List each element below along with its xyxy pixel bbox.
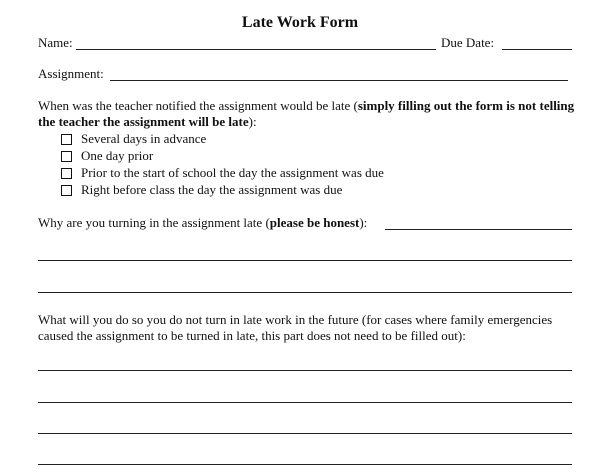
checkbox-option[interactable] (61, 165, 384, 181)
checkbox-option-label: One day prior (81, 148, 154, 163)
question-reason-emphasis: please be honest (269, 215, 360, 230)
question-prevention: What will you do so you do not turn in late work in the future (for cases where family emergencies caused the assignment to be turned in late, this part does not need to be filled out): (38, 312, 553, 343)
checkbox-option-label: Several days in advance (81, 131, 207, 146)
question-notification (38, 98, 578, 130)
checkbox-option[interactable] (61, 182, 342, 198)
assignment-field-line[interactable] (110, 80, 568, 81)
checkbox-square-icon[interactable] (61, 185, 72, 196)
checkbox-option-label: Right before class the day the assignment was due (81, 182, 343, 197)
form-title: Late Work Form (241, 14, 359, 31)
prevention-answer-line[interactable] (38, 370, 572, 371)
checkbox-square-icon[interactable] (61, 168, 72, 179)
name-label: Name: (38, 35, 73, 50)
reason-answer-line[interactable] (385, 229, 572, 230)
question-reason (38, 215, 367, 231)
prevention-answer-line[interactable] (38, 402, 572, 403)
question-notification-emphasis: simply filling out the form is not telling the teacher the assignment will be late (38, 98, 575, 129)
name-field-line[interactable] (76, 49, 436, 50)
reason-answer-line[interactable] (38, 292, 572, 293)
assignment-label: Assignment: (38, 66, 104, 81)
checkbox-option[interactable] (61, 131, 206, 147)
checkbox-option[interactable] (61, 148, 153, 164)
prevention-answer-line[interactable] (38, 433, 572, 434)
checkbox-square-icon[interactable] (61, 134, 72, 145)
question-reason-prefix: Why are you turning in the assignment late ( (38, 215, 270, 230)
checkbox-option-label: Prior to the start of school the day the assignment was due (81, 165, 384, 180)
prevention-answer-line[interactable] (38, 464, 572, 465)
question-reason-suffix: ): (359, 215, 368, 230)
question-notification-prefix: When was the teacher notified the assignment would be late ( (38, 98, 358, 113)
checkbox-square-icon[interactable] (61, 151, 72, 162)
question-notification-suffix: ): (248, 114, 257, 129)
due-date-label: Due Date: (441, 35, 495, 50)
reason-answer-line[interactable] (38, 260, 572, 261)
due-date-field-line[interactable] (502, 49, 572, 50)
